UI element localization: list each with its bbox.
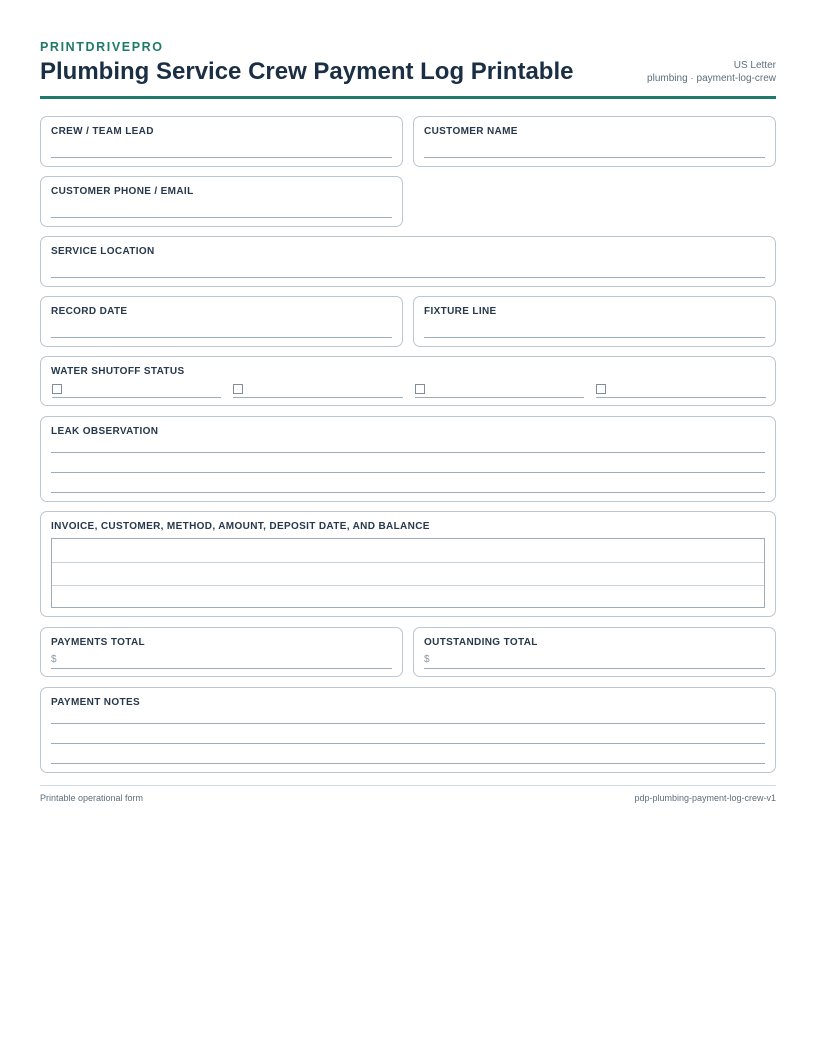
outstanding-total-currency: $	[424, 654, 430, 665]
table-row[interactable]	[52, 562, 764, 563]
record-date-field	[40, 296, 403, 347]
service-location-label: SERVICE LOCATION	[51, 246, 155, 257]
fixture-line-field	[413, 296, 776, 347]
payment-notes-line-1[interactable]	[51, 723, 765, 724]
shutoff-option-1-checkbox[interactable]	[52, 384, 62, 394]
header-divider	[40, 96, 776, 99]
document-tags: plumbing · payment-log-crew	[647, 73, 776, 84]
crew-team-lead-field	[40, 116, 403, 167]
payment-notes-line-3[interactable]	[51, 763, 765, 764]
customer-phone-email-input[interactable]	[51, 217, 392, 218]
form-id: pdp-plumbing-payment-log-crew-v1	[634, 793, 776, 803]
leak-observation-line-1[interactable]	[51, 452, 765, 453]
shutoff-option-4-checkbox[interactable]	[596, 384, 606, 394]
page-title: Plumbing Service Crew Payment Log Printable	[40, 58, 574, 85]
payment-notes-label: PAYMENT NOTES	[51, 697, 141, 708]
invoice-table	[51, 538, 765, 608]
leak-observation-line-2[interactable]	[51, 472, 765, 473]
outstanding-total-label: OUTSTANDING TOTAL	[424, 637, 538, 648]
crew-team-lead-input[interactable]	[51, 157, 392, 158]
footer-divider	[40, 785, 776, 786]
table-row[interactable]	[52, 585, 764, 586]
customer-name-field	[413, 116, 776, 167]
service-location-field	[40, 236, 776, 287]
fixture-line-label: FIXTURE LINE	[424, 306, 497, 317]
customer-name-input[interactable]	[424, 157, 765, 158]
water-shutoff-status-label: WATER SHUTOFF STATUS	[51, 366, 185, 377]
payments-total-label: PAYMENTS TOTAL	[51, 637, 145, 648]
customer-name-label: CUSTOMER NAME	[424, 126, 518, 137]
payments-total-currency: $	[51, 654, 57, 665]
document-meta	[647, 59, 776, 85]
leak-observation-line-3[interactable]	[51, 492, 765, 493]
payment-notes-field	[40, 687, 776, 773]
customer-phone-email-label: CUSTOMER PHONE / EMAIL	[51, 186, 194, 197]
brand-name: PRINTDRIVEPRO	[40, 40, 164, 54]
customer-phone-email-field	[40, 176, 403, 227]
invoice-table-label: INVOICE, CUSTOMER, METHOD, AMOUNT, DEPOSIT DATE, AND BALANCE	[51, 521, 430, 532]
shutoff-option-4-line[interactable]	[596, 397, 766, 398]
record-date-label: RECORD DATE	[51, 306, 128, 317]
shutoff-option-3-line[interactable]	[415, 397, 584, 398]
paper-size: US Letter	[733, 60, 776, 71]
shutoff-option-3-checkbox[interactable]	[415, 384, 425, 394]
outstanding-total-input[interactable]	[424, 668, 765, 669]
service-location-input[interactable]	[51, 277, 765, 278]
shutoff-option-2-line[interactable]	[233, 397, 403, 398]
crew-team-lead-label: CREW / TEAM LEAD	[51, 126, 154, 137]
water-shutoff-status-field	[40, 356, 776, 406]
fixture-line-input[interactable]	[424, 337, 765, 338]
payments-total-field	[40, 627, 403, 677]
footer-description: Printable operational form	[40, 793, 144, 803]
payment-notes-line-2[interactable]	[51, 743, 765, 744]
payments-total-input[interactable]	[51, 668, 392, 669]
shutoff-option-2-checkbox[interactable]	[233, 384, 243, 394]
invoice-table-section	[40, 511, 776, 617]
leak-observation-label: LEAK OBSERVATION	[51, 426, 159, 437]
record-date-input[interactable]	[51, 337, 392, 338]
shutoff-option-1-line[interactable]	[52, 397, 221, 398]
outstanding-total-field	[413, 627, 776, 677]
leak-observation-field	[40, 416, 776, 502]
